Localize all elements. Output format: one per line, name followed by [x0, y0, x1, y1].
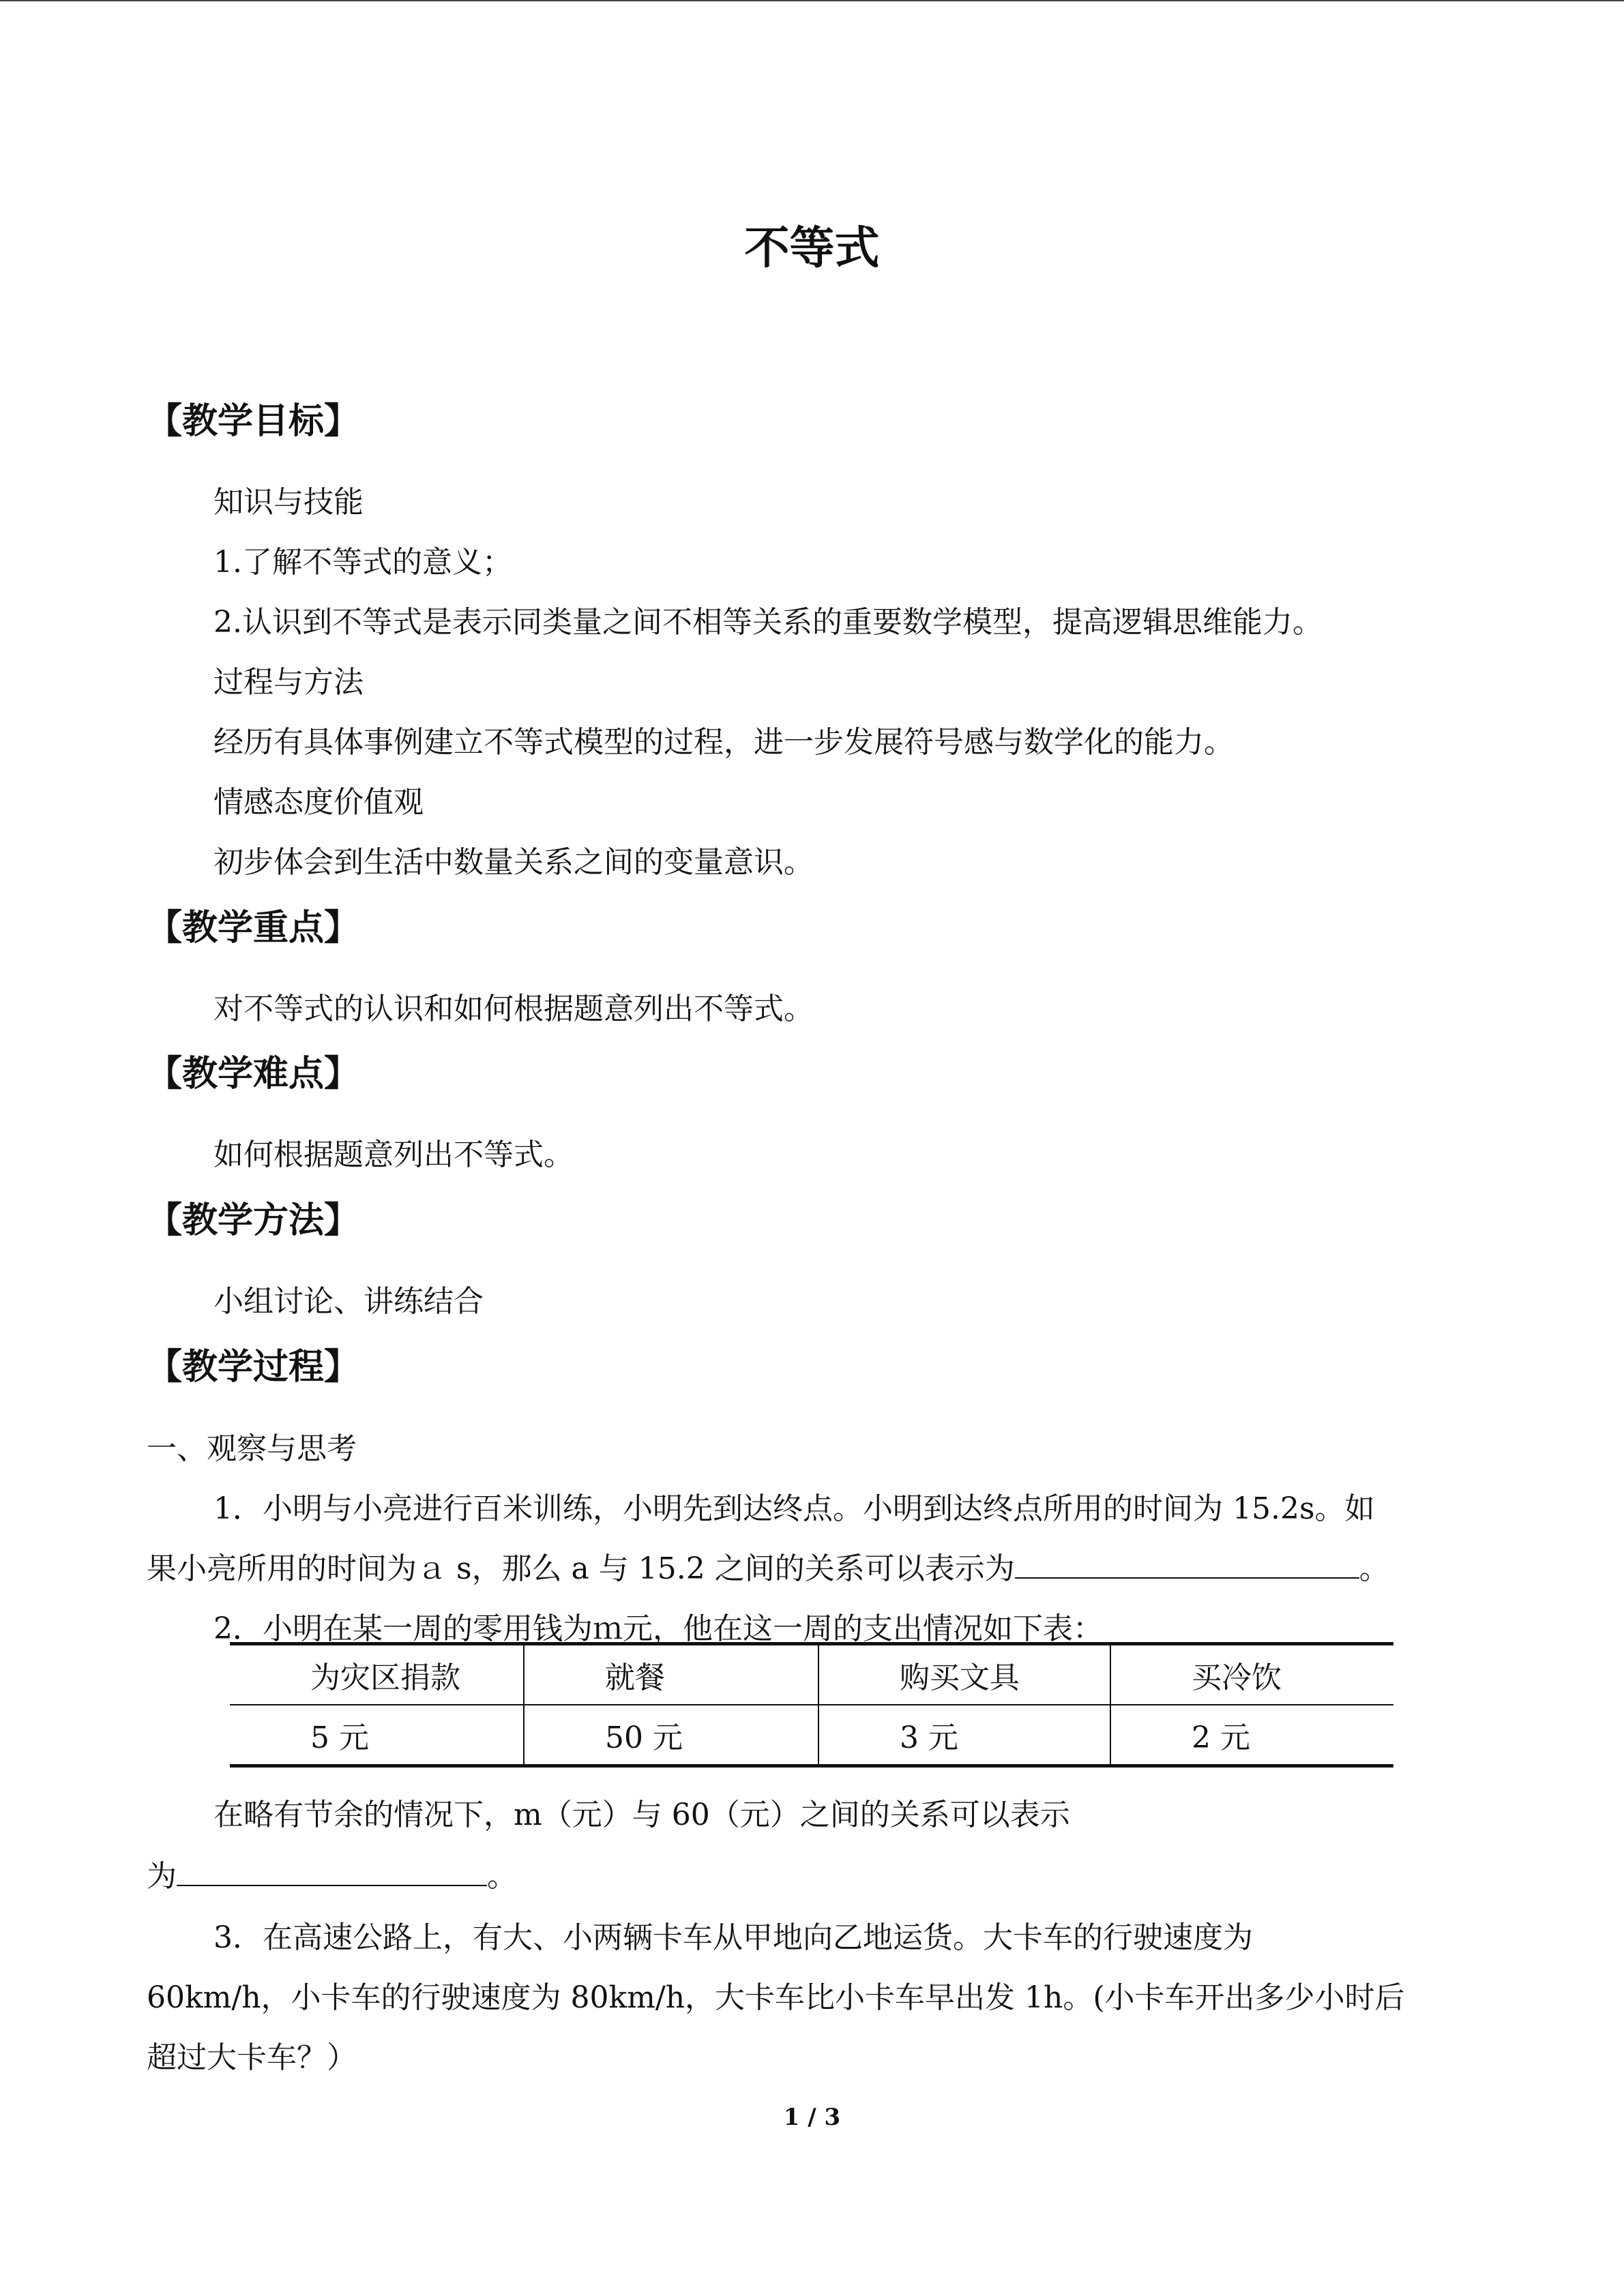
goal-emotion-1: 初步体会到生活中数量关系之间的变量意识。 [213, 845, 814, 880]
key-points-text: 对不等式的认识和如何根据题意列出不等式。 [213, 992, 814, 1026]
page-top-border [0, 0, 1624, 1]
question-2-prefix: 为 [147, 1859, 177, 1894]
question-2-intro: 2．小明在某一周的零用钱为ｍ元，他在这一周的支出情况如下表： [213, 1611, 1103, 1646]
expense-header-row [230, 1644, 1393, 1705]
question-2-end: 。 [487, 1859, 517, 1894]
page-number: 1 / 3 [783, 2104, 841, 2131]
expense-value-cell: 5 元 [230, 1705, 524, 1766]
goal-process-1: 经历有具体事例建立不等式模型的过程，进一步发展符号感与数学化的能力。 [213, 725, 1234, 760]
question-1-line-2 [147, 1544, 1389, 1587]
answer-blank-1[interactable] [1015, 1550, 1359, 1579]
question-1-end: 。 [1359, 1551, 1389, 1586]
expense-header-cell: 买冷饮 [1110, 1644, 1393, 1705]
answer-blank-2[interactable] [177, 1858, 487, 1886]
heading-process: 【教学过程】 [147, 1347, 360, 1388]
expense-header-cell: 购买文具 [818, 1644, 1110, 1705]
expense-header-cell: 就餐 [524, 1644, 818, 1705]
goal-knowledge-2: 2.认识到不等式是表示同类量之间不相等关系的重要数学模型，提高逻辑思维能力。 [213, 605, 1323, 640]
expense-value-row [230, 1705, 1393, 1766]
question-2-line-2 [147, 1851, 517, 1895]
page-title: 不等式 [744, 222, 880, 274]
difficulties-text: 如何根据题意列出不等式。 [213, 1137, 574, 1172]
goal-knowledge-title: 知识与技能 [213, 485, 364, 520]
question-3-line-3: 超过大卡车？） [147, 2040, 357, 2075]
expense-table [230, 1642, 1393, 1768]
expense-value-cell: 50 元 [524, 1705, 818, 1766]
question-3-line-2: 60km/h，小卡车的行驶速度为 80km/h，大卡车比小卡车早出发 1h。(小卡车开出多少小时后 [147, 1980, 1405, 2015]
question-1-line-1: 1．小明与小亮进行百米训练，小明先到达终点。小明到达终点所用的时间为 15.2s。如 [213, 1491, 1375, 1526]
heading-methods: 【教学方法】 [147, 1200, 360, 1241]
expense-header-cell: 为灾区捐款 [230, 1644, 524, 1705]
expense-value-cell: 2 元 [1192, 1720, 1250, 1755]
goal-process-title: 过程与方法 [213, 665, 364, 700]
methods-text: 小组讨论、讲练结合 [213, 1284, 484, 1319]
heading-difficulties: 【教学难点】 [147, 1054, 360, 1094]
question-1-text: 果小亮所用的时间为ａ s，那么 a 与 15.2 之间的关系可以表示为 [147, 1551, 1015, 1586]
question-3-line-1: 3．在高速公路上，有大、小两辆卡车从甲地向乙地运货。大卡车的行驶速度为 [213, 1920, 1253, 1955]
process-part-1: 一、观察与思考 [147, 1431, 357, 1466]
question-2-line-1: 在略有节余的情况下，m（元）与 60（元）之间的关系可以表示 [213, 1798, 1070, 1832]
heading-key-points: 【教学重点】 [147, 908, 360, 949]
heading-teaching-goals: 【教学目标】 [147, 401, 360, 442]
expense-value-cell: 3 元 [818, 1705, 1110, 1766]
goal-emotion-title: 情感态度价值观 [213, 785, 424, 820]
goal-knowledge-1: 1.了解不等式的意义； [213, 545, 512, 580]
